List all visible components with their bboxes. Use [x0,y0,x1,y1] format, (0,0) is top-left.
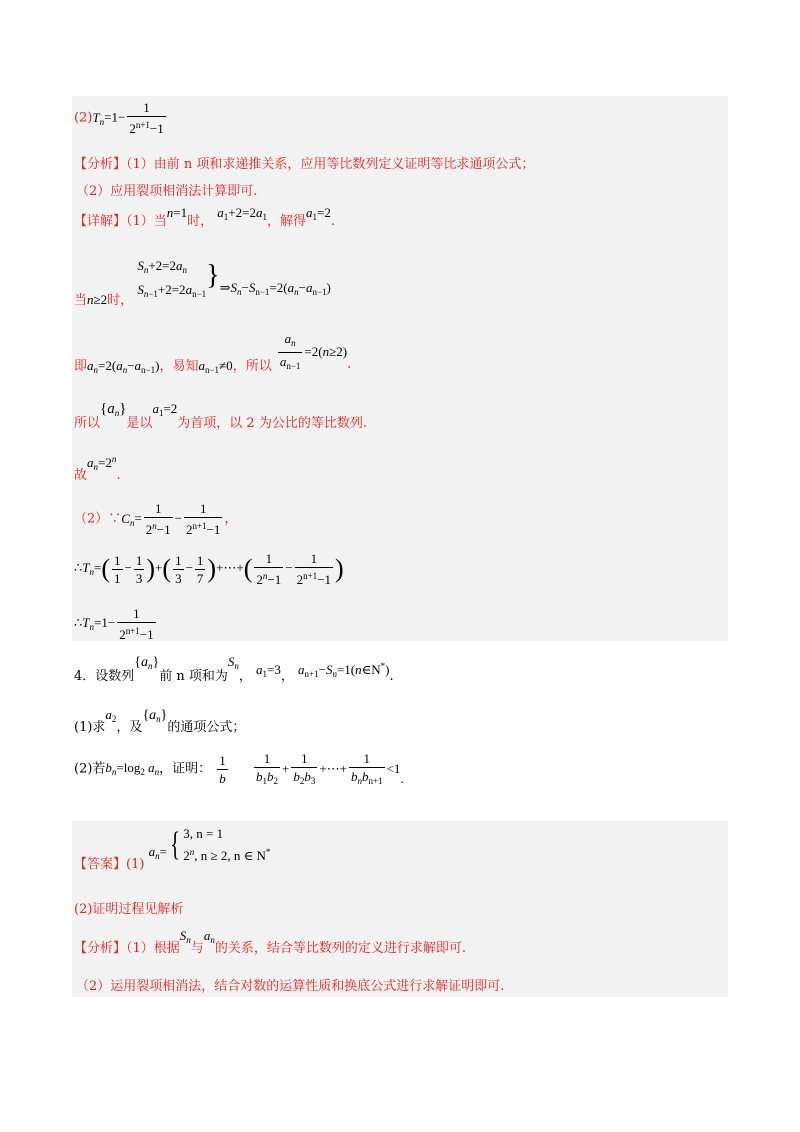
answer-part2: $(2)T_n=1-$ $\frac{1}{2^{n+1}-1}$ [74,100,164,136]
detail-text: 所以 [74,416,101,431]
answer-part2-text [74,898,183,917]
detail-text: ， [224,511,238,527]
analysis-line-4 [76,975,504,994]
answer-part2-label: (2) [74,110,93,126]
answer-part2-eq: =1− [104,109,126,125]
detail-text: 为首项，以 2 为公比的等比数列. [177,416,367,431]
analysis-line-1 [74,153,534,172]
detail-line-1: 【详解】（1）当n=1时， $a_1+2=2a_1$，解得$a_1=2$. [74,205,335,229]
question-4-part1: (1)求$a_2$，及$\{a_n\}$的通项公式； [74,707,246,735]
detail-text: ，易知 [159,359,199,374]
question-text: ，及 [116,720,143,735]
question-text: . [389,669,394,684]
question-4-stem: 4．设数列$\{a_n\}$前 n 项和为$S_n$， $a_1=3$， $a_{n+1}-S_n=1(n\in N^*)$. [74,654,394,684]
question-text: (2)若 [74,761,106,777]
analysis-tag: 【分析】 [74,157,127,172]
detail-text: （2）∵ [74,511,122,527]
question-text: . [400,770,404,786]
detail-line-6: $(2)\because C_n=$ $\frac{1}{2^n-1}$ − $\frac{1}{2^{n+1}-1}$ ， [74,501,238,537]
answer-case-2: , n ≥ 2, n ∈ N [194,848,266,863]
question-text: ，证明： [159,761,212,777]
detail-line-8: $\therefore T_n=1-$ $\frac{1}{2^{n+1}-1}$ [74,606,154,642]
analysis-text: （1）根据 [126,941,180,956]
analysis-text: 与 [190,941,204,956]
detail-text: 时， [107,293,134,308]
question-text: 4．设数列 [74,669,135,684]
detail-text: ，解得 [266,214,306,229]
analysis-text-1: （1）由前 n 项和求递推关系，应用等比数列定义证明等比求通项公式； [126,157,535,172]
analysis-line-3: 【分析】（1）根据$S_n$与$a_n$的关系，结合等比数列的定义进行求解即可. [74,928,466,956]
question-text: ， [280,669,294,684]
detail-text: 当 [74,293,88,308]
detail-text: 故 [74,468,88,483]
detail-text: 是以 [126,416,153,431]
detail-text: . [330,214,335,229]
detail-text: 即 [74,359,88,374]
analysis-text: （2）运用裂项相消法，结合对数的运算性质和换底公式进行求解证明即可. [76,979,505,994]
question-text: ， [238,669,252,684]
question-text: (1)求 [74,720,106,735]
answer-line: 【答案】(1) $a_n=${ 3, n = 1 2$^n$, n ≥ 2, n ∈ N* [74,825,271,872]
answer-tag: 【答案】 [74,857,127,872]
question-text: 的通项公式； [167,720,246,735]
detail-text: . [347,357,352,372]
detail-line-2: 当n≥2时， $S_n+2=2a_n$ $S_{n-1}+2=2a_{n-1}$ }$\Rightarrow S_n-S_{n-1}=2(a_n-a_{n-1})$ [74,258,331,308]
therefore-symbol: ∴ [74,614,83,630]
analysis-tag: 【分析】 [74,941,127,956]
ellipsis: +⋯+ [216,559,244,575]
detail-line-7: $\therefore T_n=$( $\frac{1}{1}$ − $\frac{1}{3}$ )+( $\frac{1}{3}$ − $\frac{1}{7}$ )+⋯+( $\frac{1}{2^n-1}$ − $\frac{1}{2^{n+1}-1}$ ) [74,551,344,587]
question-4-part2: (2)若$b_n=\log_2$ $a_n$，证明： $\frac{1}{b}$ [74,753,226,786]
question-text: 前 n 项和为 [159,669,228,684]
answer-case-1: 3, n = 1 [183,826,224,841]
detail-text: ，所以 [232,359,272,374]
answer-case-2: 2 [183,848,190,863]
answer-text: (2)证明过程见解析 [74,902,184,917]
detail-line-3: 即$a_n=2(a_n-a_{n-1})$，易知$a_{n-1}\ne 0$，所以 $\frac{a_n}{a_{n-1}}$ =2(n≥2). [74,331,352,375]
answer-text: (1) [126,857,145,872]
analysis-line-2 [76,180,257,199]
detail-text: . [116,468,121,483]
detail-line-5: 故$a_n=2^n$. [74,454,121,483]
detail-tag: 【详解】 [74,214,127,229]
analysis-text-2: （2）应用裂项相消法计算即可. [76,184,258,199]
therefore-symbol: ∴ [74,559,83,575]
detail-text: 时， [187,214,214,229]
detail-line-4: 所以$\{a_n\}$是以$a_1=2$为首项，以 2 为公比的等比数列. [74,401,367,431]
analysis-text: 的关系，结合等比数列的定义进行求解即可. [214,941,466,956]
question-4-part2-inequality: $\frac{1}{b_1b_2}$ + $\frac{1}{b_2b_3}$ +⋯+ $\frac{1}{b_nb_{n+1}}$ <1. [252,750,404,790]
detail-text: （1）当 [126,214,167,229]
